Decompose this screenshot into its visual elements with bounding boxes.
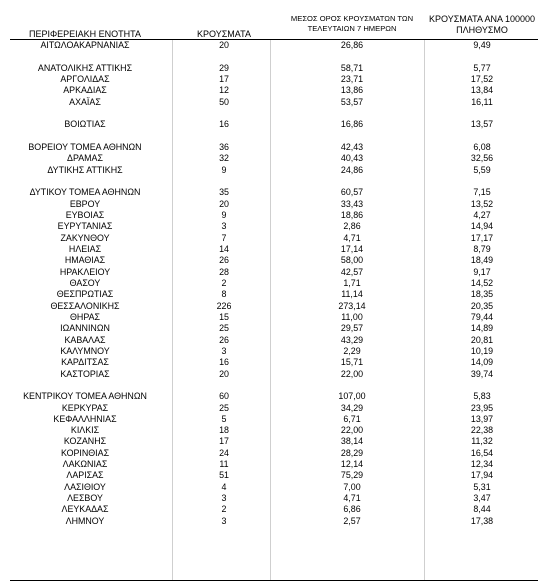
table-row — [10, 403, 538, 414]
cases-cell: 3 — [221, 493, 227, 504]
region-cell: ΔΥΤΙΚΗΣ ΑΤΤΙΚΗΣ — [47, 164, 123, 175]
region-cell: ΘΑΣΟΥ — [69, 277, 101, 288]
per-100k-cell: 18,49 — [470, 255, 494, 266]
per-100k-cell: 13,97 — [470, 413, 494, 424]
region-cell: ΑΙΤΩΛΟΑΚΑΡΝΑΝΙΑΣ — [40, 40, 130, 50]
per-100k-cell: 17,94 — [470, 470, 494, 481]
per-100k-cell: 17,52 — [470, 73, 494, 84]
average-cell: 43,29 — [340, 334, 364, 345]
cases-cell: 24 — [219, 447, 229, 458]
cases-cell: 5 — [221, 413, 227, 424]
per-100k-cell: 3,47 — [473, 493, 491, 504]
per-100k-cell: 4,27 — [473, 209, 491, 220]
average-cell: 2,86 — [343, 221, 361, 232]
per-100k-cell: 13,84 — [470, 85, 494, 96]
per-100k-cell: 9,49 — [473, 40, 491, 50]
table-row — [10, 187, 538, 198]
average-cell: 34,29 — [340, 402, 364, 413]
cases-cell: 3 — [221, 515, 227, 526]
average-cell: 53,57 — [340, 96, 364, 107]
region-cell: ΚΕΦΑΛΛΗΝΙΑΣ — [53, 413, 117, 424]
average-cell: 107,00 — [338, 391, 366, 402]
table-row — [10, 153, 538, 164]
table-row — [10, 165, 538, 176]
average-cell: 42,43 — [340, 141, 364, 152]
average-cell: 29,57 — [340, 323, 364, 334]
cases-cell: 16 — [219, 357, 229, 368]
table-row — [10, 210, 538, 221]
average-cell: 1,71 — [343, 277, 361, 288]
table-row — [10, 369, 538, 380]
average-cell: 38,14 — [340, 436, 364, 447]
cases-cell: 20 — [219, 198, 229, 209]
cases-cell: 26 — [219, 255, 229, 266]
cases-cell: 20 — [219, 368, 229, 379]
region-cell: ΘΗΡΑΣ — [70, 311, 100, 322]
region-cell: ΔΡΑΜΑΣ — [67, 153, 103, 164]
cases-cell: 36 — [219, 141, 229, 152]
per-100k-cell: 7,15 — [473, 187, 491, 198]
average-cell: 273,14 — [338, 300, 366, 311]
per-100k-cell: 16,54 — [470, 447, 494, 458]
average-cell: 75,29 — [340, 470, 364, 481]
table-row — [10, 414, 538, 425]
average-cell: 11,00 — [341, 311, 363, 322]
region-cell: ΚΑΡΔΙΤΣΑΣ — [61, 357, 109, 368]
cases-cell: 226 — [216, 300, 232, 311]
cases-cell: 17 — [219, 436, 229, 447]
per-100k-cell: 5,59 — [473, 164, 491, 175]
cases-cell: 14 — [219, 243, 229, 254]
header-cases: ΚΡΟΥΣΜΑΤΑ — [197, 29, 251, 39]
per-100k-cell: 17,17 — [470, 232, 494, 243]
header-7day-average-line2: ΤΕΛΕΥΤΑΙΩΝ 7 ΗΜΕΡΩΝ — [307, 24, 397, 33]
per-100k-cell: 8,44 — [473, 504, 491, 515]
per-100k-cell: 14,89 — [470, 323, 494, 334]
cases-cell: 3 — [221, 345, 227, 356]
per-100k-cell: 5,77 — [473, 62, 491, 73]
per-100k-cell: 20,35 — [470, 300, 494, 311]
cases-cell: 7 — [221, 232, 227, 243]
table-row — [10, 97, 538, 108]
cases-cell: 51 — [219, 470, 229, 481]
per-100k-cell: 17,38 — [470, 515, 494, 526]
per-100k-cell: 16,11 — [471, 96, 493, 107]
average-cell: 18,86 — [340, 209, 364, 220]
average-cell: 15,71 — [340, 357, 364, 368]
average-cell: 2,57 — [343, 515, 361, 526]
cases-cell: 9 — [221, 164, 227, 175]
cases-cell: 25 — [219, 323, 229, 334]
table-row — [10, 301, 538, 312]
region-cell: ΗΡΑΚΛΕΙΟΥ — [59, 266, 111, 277]
region-cell: ΛΕΣΒΟΥ — [67, 493, 103, 504]
cases-cell: 50 — [219, 96, 229, 107]
average-cell: 40,43 — [340, 153, 364, 164]
table-row — [10, 470, 538, 481]
spacer-row — [10, 380, 538, 391]
table-row — [10, 233, 538, 244]
region-cell: ΑΧΑΪΑΣ — [69, 96, 101, 107]
per-100k-cell: 23,95 — [470, 402, 494, 413]
table-row — [10, 436, 538, 447]
table-row — [10, 199, 538, 210]
table-row — [10, 267, 538, 278]
cases-cell: 26 — [219, 334, 229, 345]
table-row — [10, 142, 538, 153]
region-cell: ΑΡΓΟΛΙΔΑΣ — [60, 73, 110, 84]
region-cell: ΗΛΕΙΑΣ — [68, 243, 102, 254]
cases-cell: 3 — [221, 221, 227, 232]
table-row — [10, 335, 538, 346]
region-cell: ΒΟΡΕΙΟΥ ΤΟΜΕΑ ΑΘΗΝΩΝ — [28, 141, 142, 152]
header-7day-average — [282, 14, 422, 34]
per-100k-cell: 9,17 — [473, 266, 491, 277]
spacer-row — [10, 51, 538, 62]
spacer-row — [10, 108, 538, 119]
average-cell: 24,86 — [340, 164, 364, 175]
table-row — [10, 119, 538, 130]
cases-cell: 9 — [221, 209, 227, 220]
table-row — [10, 312, 538, 323]
cases-cell: 16 — [219, 119, 229, 130]
average-cell: 11,14 — [341, 289, 363, 300]
average-cell: 16,86 — [340, 119, 364, 130]
cases-cell: 28 — [219, 266, 229, 277]
per-100k-cell: 39,74 — [470, 368, 494, 379]
cases-cell: 2 — [221, 504, 227, 515]
region-cell: ΒΟΙΩΤΙΑΣ — [64, 119, 106, 130]
per-100k-cell: 10,19 — [470, 345, 494, 356]
region-cell: ΑΝΑΤΟΛΙΚΗΣ ΑΤΤΙΚΗΣ — [37, 62, 133, 73]
per-100k-cell: 5,83 — [473, 391, 491, 402]
per-100k-cell: 6,08 — [473, 141, 491, 152]
region-cell: ΚΕΝΤΡΙΚΟΥ ΤΟΜΕΑ ΑΘΗΝΩΝ — [23, 391, 147, 402]
region-cell: ΚΙΛΚΙΣ — [70, 425, 100, 436]
per-100k-cell: 20,81 — [470, 334, 494, 345]
spacer-row — [10, 176, 538, 187]
average-cell: 13,86 — [340, 85, 364, 96]
table-row — [10, 40, 538, 51]
header-7day-average-line1: ΜΕΣΟΣ ΟΡΟΣ ΚΡΟΥΣΜΑΤΩΝ ΤΩΝ — [290, 14, 414, 23]
per-100k-cell: 14,52 — [470, 277, 494, 288]
region-cell: ΚΟΖΑΝΗΣ — [63, 436, 107, 447]
region-cell: ΛΑΡΙΣΑΣ — [66, 470, 104, 481]
average-cell: 33,43 — [340, 198, 364, 209]
table-row — [10, 63, 538, 74]
per-100k-cell: 14,94 — [470, 221, 494, 232]
average-cell: 2,29 — [343, 345, 361, 356]
region-cell: ΙΩΑΝΝΙΝΩΝ — [60, 323, 110, 334]
header-cases-per-100k — [426, 14, 538, 36]
table-row — [10, 244, 538, 255]
region-cell: ΚΑΛΥΜΝΟΥ — [60, 345, 110, 356]
per-100k-cell: 14,09 — [470, 357, 494, 368]
average-cell: 22,00 — [340, 425, 364, 436]
bottom-rule — [10, 580, 538, 581]
cases-cell: 15 — [219, 311, 229, 322]
table-row — [10, 516, 538, 527]
per-100k-cell: 11,32 — [471, 436, 493, 447]
region-cell: ΛΗΜΝΟΥ — [65, 515, 105, 526]
cases-cell: 18 — [219, 425, 229, 436]
cases-cell: 60 — [219, 391, 229, 402]
per-100k-cell: 12,34 — [470, 459, 494, 470]
average-cell: 58,71 — [340, 62, 364, 73]
cases-cell: 11 — [219, 459, 229, 470]
average-cell: 4,71 — [343, 493, 361, 504]
average-cell: 26,86 — [340, 40, 364, 50]
average-cell: 22,00 — [340, 368, 364, 379]
region-cell: ΕΒΡΟΥ — [69, 198, 101, 209]
region-cell: ΚΑΣΤΟΡΙΑΣ — [60, 368, 110, 379]
table-row — [10, 357, 538, 368]
cases-cell: 17 — [219, 73, 229, 84]
region-cell: ΚΟΡΙΝΘΙΑΣ — [60, 447, 110, 458]
table-row — [10, 323, 538, 334]
cases-cell: 20 — [219, 40, 229, 50]
table-row — [10, 289, 538, 300]
header-region: ΠΕΡΙΦΕΡΕΙΑΚΗ ΕΝΟΤΗΤΑ — [28, 29, 142, 39]
region-cell: ΘΕΣΠΡΩΤΙΑΣ — [56, 289, 114, 300]
region-cell: ΚΕΡΚΥΡΑΣ — [61, 402, 109, 413]
table-row — [10, 74, 538, 85]
region-cell: ΛΑΣΙΘΙΟΥ — [64, 481, 106, 492]
table-row — [10, 482, 538, 493]
cases-cell: 2 — [221, 277, 227, 288]
average-cell: 42,57 — [340, 266, 364, 277]
average-cell: 4,71 — [343, 232, 361, 243]
per-100k-cell: 32,56 — [470, 153, 494, 164]
average-cell: 28,29 — [340, 447, 364, 458]
average-cell: 23,71 — [340, 73, 364, 84]
table-row — [10, 255, 538, 266]
table-row — [10, 493, 538, 504]
table-row — [10, 221, 538, 232]
region-cell: ΛΑΚΩΝΙΑΣ — [62, 459, 108, 470]
average-cell: 12,14 — [340, 459, 364, 470]
table-row — [10, 85, 538, 96]
region-cell: ΚΑΒΑΛΑΣ — [64, 334, 106, 345]
per-100k-cell: 79,44 — [470, 311, 494, 322]
cases-cell: 4 — [221, 481, 227, 492]
region-cell: ΗΜΑΘΙΑΣ — [64, 255, 106, 266]
region-cell: ΑΡΚΑΔΙΑΣ — [63, 85, 107, 96]
spacer-row — [10, 131, 538, 142]
table-row — [10, 425, 538, 436]
per-100k-cell: 22,38 — [470, 425, 494, 436]
table-body — [10, 40, 538, 527]
per-100k-cell: 18,35 — [470, 289, 494, 300]
region-cell: ΔΥΤΙΚΟΥ ΤΟΜΕΑ ΑΘΗΝΩΝ — [29, 187, 141, 198]
table-row — [10, 459, 538, 470]
region-cell: ΕΥΡΥΤΑΝΙΑΣ — [57, 221, 113, 232]
cases-cell: 29 — [219, 62, 229, 73]
table-row — [10, 448, 538, 459]
cases-cell: 32 — [219, 153, 229, 164]
cases-cell: 25 — [219, 402, 229, 413]
average-cell: 6,86 — [343, 504, 361, 515]
cases-cell: 12 — [219, 85, 229, 96]
header-cases-per-100k-line1: ΚΡΟΥΣΜΑΤΑ ΑΝΑ 100000 — [429, 14, 535, 24]
table-row — [10, 391, 538, 402]
table-row — [10, 346, 538, 357]
table-row — [10, 278, 538, 289]
per-100k-cell: 13,57 — [470, 119, 494, 130]
per-100k-cell: 13,52 — [470, 198, 494, 209]
header-cases-per-100k-line2: ΠΛΗΘΥΣΜΟ — [456, 25, 508, 35]
table-row — [10, 504, 538, 515]
region-cell: ΛΕΥΚΑΔΑΣ — [61, 504, 109, 515]
region-cell: ΕΥΒΟΙΑΣ — [65, 209, 105, 220]
average-cell: 58,00 — [340, 255, 364, 266]
average-cell: 60,57 — [340, 187, 364, 198]
average-cell: 17,14 — [340, 243, 364, 254]
region-cell: ΘΕΣΣΑΛΟΝΙΚΗΣ — [50, 300, 120, 311]
average-cell: 7,00 — [343, 481, 361, 492]
average-cell: 6,71 — [343, 413, 361, 424]
cases-cell: 35 — [219, 187, 229, 198]
cases-cell: 8 — [221, 289, 227, 300]
per-100k-cell: 5,31 — [473, 481, 491, 492]
per-100k-cell: 8,79 — [473, 243, 491, 254]
region-cell: ΖΑΚΥΝΘΟΥ — [60, 232, 110, 243]
